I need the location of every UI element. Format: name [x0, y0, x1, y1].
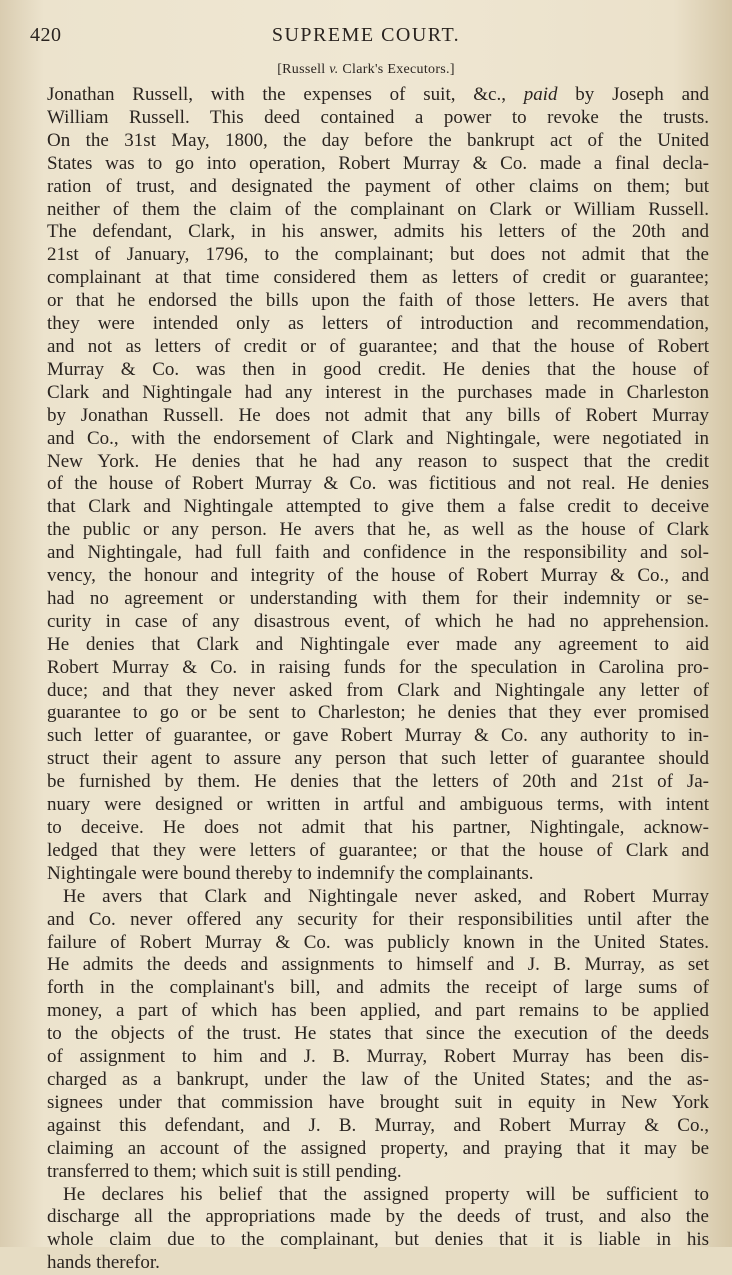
text-line-tail: by Joseph and: [557, 84, 710, 105]
text-line-content: and Co. never offered any security for their responsibilities until after the: [47, 908, 709, 930]
text-line-content: He denies that Clark and Nightingale ever made any agreement to aid: [47, 633, 709, 655]
text-line: [47, 1252, 709, 1275]
text-line-content: by Jonathan Russell. He does not admit that any bills of Robert Murray: [47, 404, 709, 426]
text-line: [47, 84, 709, 107]
text-line-content: William Russell. This deed contained a power to revoke the trusts.: [47, 106, 709, 128]
text-line: [47, 954, 709, 977]
text-line: [47, 1069, 709, 1092]
italic-word: paid: [523, 84, 558, 105]
text-line: [47, 382, 709, 405]
text-line-content: discharge all the appropriations made by the deeds of trust, and also the: [47, 1206, 709, 1228]
text-line: [47, 1161, 709, 1184]
text-line: [47, 886, 709, 909]
text-line-content: forth in the complainant's bill, and admits the receipt of large sums of: [47, 977, 709, 999]
text-line-content: 21st of January, 1796, to the complainant; but does not admit that the: [47, 244, 709, 266]
text-line: [47, 1229, 709, 1252]
text-line-content: neither of them the claim of the complainant on Clark or William Russell.: [47, 198, 709, 220]
text-line: [47, 290, 709, 313]
text-line-content: He avers that Clark and Nightingale never asked, and Robert Murray: [63, 885, 709, 907]
text-line: [47, 840, 709, 863]
text-line: [47, 221, 709, 244]
text-line: [47, 405, 709, 428]
text-line: [47, 1115, 709, 1138]
text-line-content: nuary were designed or written in artful and ambiguous terms, with intent: [47, 794, 709, 816]
text-line-content: ledged that they were letters of guarantee; or that the house of Clark and: [47, 839, 709, 861]
text-line-content: He declares his belief that the assigned property will be sufficient to: [63, 1183, 709, 1205]
text-line: [47, 1092, 709, 1115]
text-line-content: The defendant, Clark, in his answer, admits his letters of the 20th and: [47, 221, 709, 243]
text-line-content: they were intended only as letters of introduction and recommendation,: [47, 313, 709, 335]
text-line-content: whole claim due to the complainant, but denies that it is liable in his: [47, 1229, 709, 1251]
text-line-content: Robert Murray & Co. in raising funds for the speculation in Carolina pro-: [47, 656, 709, 678]
text-line-content: vency, the honour and integrity of the house of Robert Murray & Co., and: [47, 565, 709, 587]
text-line-content: struct their agent to assure any person that such letter of guarantee should: [47, 748, 709, 770]
text-line-content: and Nightingale, had full faith and confidence in the responsibility and sol-: [47, 542, 709, 564]
text-line-content: money, a part of which has been applied, and part remains to be applied: [47, 1000, 709, 1022]
text-line-content: complainant at that time considered them as letters of credit or guarantee;: [47, 267, 709, 289]
text-line: [47, 496, 709, 519]
text-line: [47, 863, 709, 886]
text-line: [47, 657, 709, 680]
text-line: [47, 680, 709, 703]
case-caption-rest: Clark's Executors.]: [338, 62, 455, 77]
text-line: [47, 1138, 709, 1161]
case-caption-open: [Russell: [277, 62, 330, 77]
text-line-content: Clark and Nightingale had any interest in the purchases made in Charleston: [47, 381, 709, 403]
text-line-content: to deceive. He does not admit that his partner, Nightingale, acknow-: [47, 817, 709, 838]
text-line: [47, 199, 709, 222]
text-line: [47, 1046, 709, 1069]
running-title: SUPREME COURT.: [271, 24, 461, 46]
text-line: [47, 977, 709, 1000]
text-line: [47, 565, 709, 588]
text-line: [47, 359, 709, 382]
text-line: [47, 153, 709, 176]
text-line-content: Jonathan Russell, with the expenses of suit, &c.,: [47, 84, 524, 105]
text-line-content: ration of trust, and designated the payment of other claims on them; but: [47, 175, 709, 197]
text-line: [47, 336, 709, 359]
text-line: [47, 634, 709, 657]
text-line-content: against this defendant, and J. B. Murray, and Robert Murray & Co.,: [47, 1114, 709, 1136]
text-line-content: to the objects of the trust. He states that since the execution of the deeds: [47, 1023, 709, 1045]
text-line: [47, 817, 709, 840]
text-line-content: charged as a bankrupt, under the law of the United States; and the as-: [47, 1068, 709, 1090]
text-line-content: Nightingale were bound thereby to indemnify the complainants.: [47, 862, 534, 884]
text-line-content: States was to go into operation, Robert Murray & Co. made a final decla-: [47, 152, 709, 174]
page-number: 420: [30, 24, 62, 46]
text-line-content: curity in case of any disastrous event, of which he had no apprehension.: [47, 610, 709, 632]
text-line-content: that Clark and Nightingale attempted to give them a false credit to deceive: [47, 496, 709, 518]
case-caption-versus: v.: [329, 62, 339, 77]
text-line-content: guarantee to go or be sent to Charleston; he denies that they ever promised: [47, 702, 709, 724]
text-line: [47, 130, 709, 153]
text-line: [47, 519, 709, 542]
text-line: [47, 107, 709, 130]
text-line-content: and Co., with the endorsement of Clark and Nightingale, were negotiated in: [47, 427, 709, 449]
text-line: [47, 176, 709, 199]
text-line: [47, 611, 709, 634]
case-caption: [0, 62, 732, 78]
text-line-content: Murray & Co. was then in good credit. He denies that the house of: [47, 358, 709, 380]
text-line: [47, 1023, 709, 1046]
text-line-content: duce; and that they never asked from Clark and Nightingale any letter of: [47, 679, 709, 701]
text-line-content: signees under that commission have brought suit in equity in New York: [47, 1091, 709, 1113]
text-line: [47, 588, 709, 611]
text-line: [47, 771, 709, 794]
text-line: [47, 428, 709, 451]
text-line-content: He admits the deeds and assignments to himself and J. B. Murray, as set: [47, 954, 709, 976]
text-line: [47, 748, 709, 771]
text-line: [47, 542, 709, 565]
text-line: [47, 702, 709, 725]
text-line: [47, 451, 709, 474]
text-line: [47, 1000, 709, 1023]
page-header: [0, 24, 732, 54]
text-line: [47, 1184, 709, 1207]
text-line-content: and not as letters of credit or of guarantee; and that the house of Robert: [47, 335, 709, 357]
text-line-content: On the 31st May, 1800, the day before the bankrupt act of the United: [47, 129, 709, 151]
text-line-content: such letter of guarantee, or gave Robert Murray & Co. any authority to in-: [47, 725, 709, 747]
text-line-content: claiming an account of the assigned property, and praying that it may be: [47, 1137, 709, 1159]
text-line: [47, 267, 709, 290]
body-text: [47, 84, 709, 1275]
text-line-content: New York. He denies that he had any reason to suspect that the credit: [47, 450, 709, 472]
text-line-content: be furnished by them. He denies that the letters of 20th and 21st of Ja-: [47, 771, 709, 793]
text-line-content: of the house of Robert Murray & Co. was fictitious and not real. He denies: [47, 473, 709, 495]
text-line: [47, 1206, 709, 1229]
text-line-content: hands therefor.: [47, 1252, 160, 1274]
text-line: [47, 244, 709, 267]
text-line: [47, 473, 709, 496]
text-line-content: or that he endorsed the bills upon the faith of those letters. He avers that: [47, 290, 709, 312]
text-line: [47, 932, 709, 955]
text-line-content: the public or any person. He avers that he, as well as the house of Clark: [47, 519, 709, 541]
text-line-content: of assignment to him and J. B. Murray, Robert Murray has been dis-: [47, 1046, 709, 1068]
text-line: [47, 794, 709, 817]
text-line-content: transferred to them; which suit is still pending.: [47, 1160, 402, 1182]
text-line: [47, 313, 709, 336]
text-line-content: failure of Robert Murray & Co. was publicly known in the United States.: [47, 931, 709, 953]
text-line-content: had no agreement or understanding with them for their indemnity or se-: [47, 587, 709, 609]
text-line: [47, 909, 709, 932]
text-line: [47, 725, 709, 748]
